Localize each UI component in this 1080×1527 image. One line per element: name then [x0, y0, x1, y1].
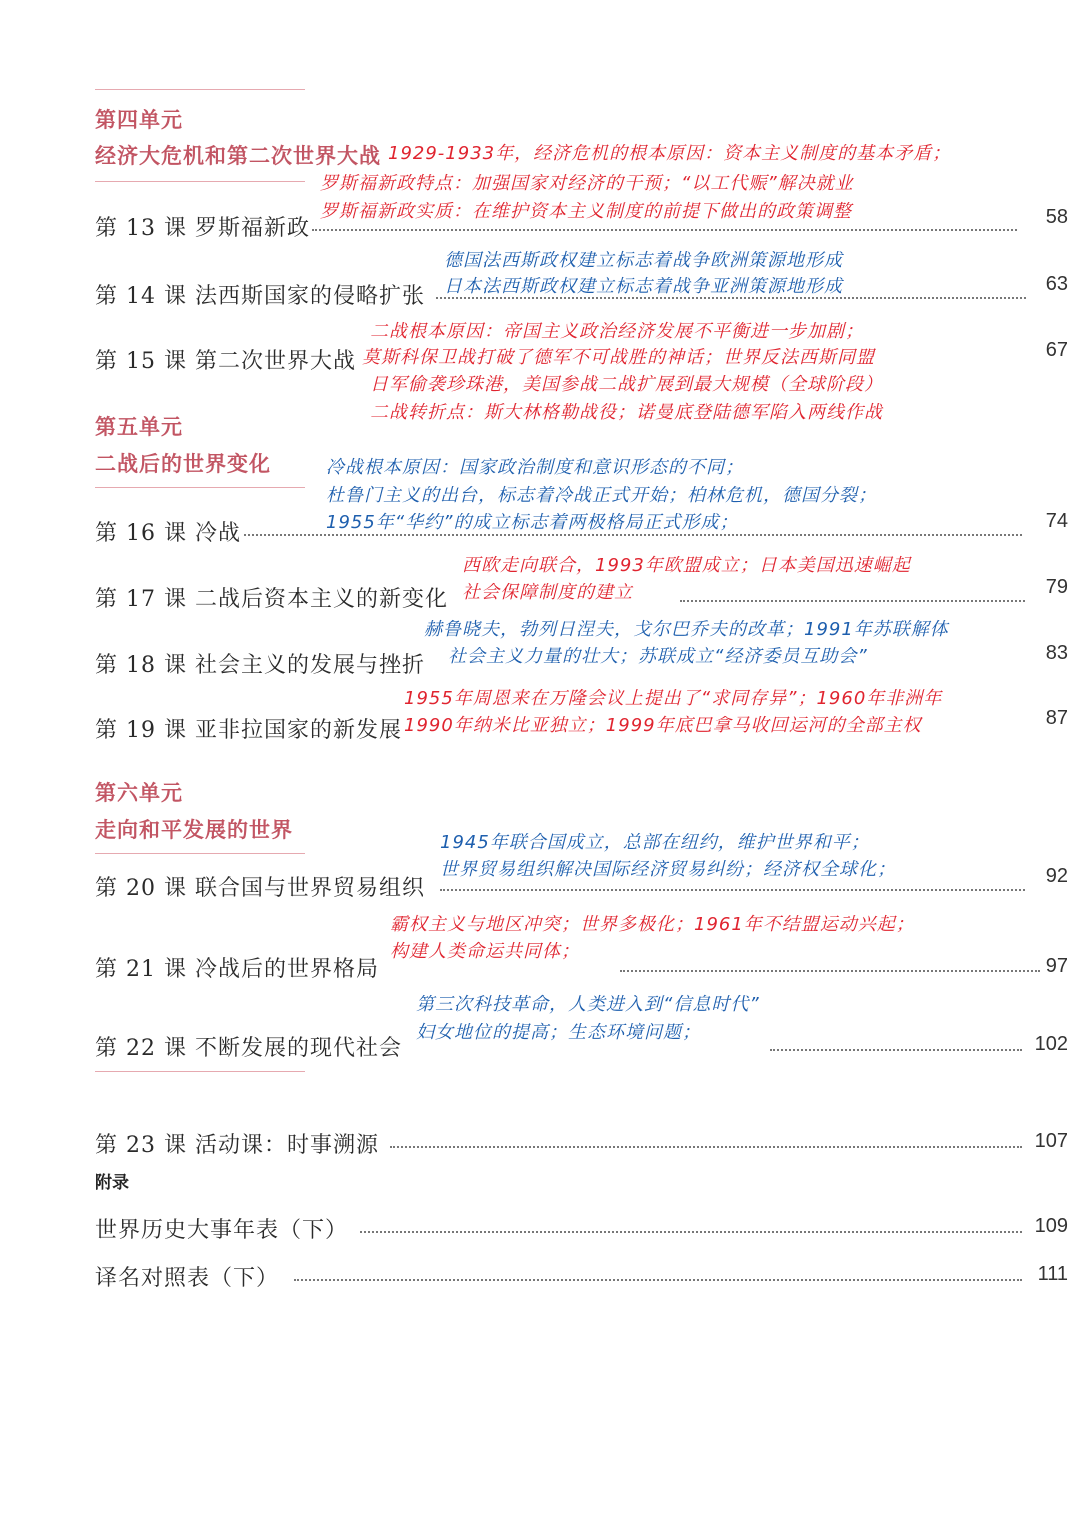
- note-social-security: 社会保障制度的建立: [462, 582, 633, 603]
- note-western-europe: 西欧走向联合，1993年欧盟成立；日本美国迅速崛起: [462, 555, 911, 576]
- note-new-deal-features: 罗斯福新政特点：加强国家对经济的干预；“以工代赈”解决就业: [320, 173, 854, 194]
- note-moscow-defense: 莫斯科保卫战打破了德军不可战胜的神话；世界反法西斯同盟: [362, 347, 875, 368]
- leader-dots: [440, 889, 1025, 891]
- note-warsaw-pact: 1955年“华约”的成立标志着两极格局正式形成；: [326, 512, 739, 533]
- lesson-13-page: 58: [1045, 206, 1068, 228]
- note-namibia-panama: 1990年纳米比亚独立；1999年底巴拿马收回运河的全部主权: [404, 715, 922, 736]
- lesson-18-title[interactable]: 第 18 课 社会主义的发展与挫折: [95, 653, 425, 678]
- lesson-22-title[interactable]: 第 22 课 不断发展的现代社会: [95, 1036, 402, 1061]
- unit-4-top-rule: [95, 89, 305, 90]
- note-new-deal-essence: 罗斯福新政实质：在维护资本主义制度的前提下做出的政策调整: [320, 201, 852, 222]
- note-un-founded: 1945年联合国成立，总部在纽约，维护世界和平；: [440, 832, 870, 853]
- note-bandung: 1955年周恩来在万隆会议上提出了“求同存异”；1960年非洲年: [404, 688, 943, 709]
- leader-dots: [680, 600, 1025, 602]
- leader-dots: [312, 229, 1017, 231]
- lesson-23-page: 107: [1034, 1130, 1068, 1152]
- note-women-status: 妇女地位的提高；生态环境问题；: [416, 1022, 701, 1043]
- leader-dots: [244, 534, 1022, 536]
- lesson-21-title[interactable]: 第 21 课 冷战后的世界格局: [95, 957, 379, 982]
- lesson-18-page: 83: [1045, 642, 1068, 664]
- lesson-19-page: 87: [1045, 707, 1068, 729]
- leader-dots: [436, 297, 1026, 299]
- appendix-item-chronology[interactable]: 世界历史大事年表（下）: [95, 1218, 349, 1243]
- note-hegemonism: 霸权主义与地区冲突；世界多极化；1961年不结盟运动兴起；: [390, 914, 915, 935]
- lesson-19-title[interactable]: 第 19 课 亚非拉国家的新发展: [95, 718, 402, 743]
- unit-6-label: 第六单元: [95, 780, 183, 805]
- leader-dots: [770, 1049, 1022, 1051]
- note-wto: 世界贸易组织解决国际经济贸易纠纷；经济权全球化；: [440, 859, 896, 880]
- note-ww2-turning-point: 二战转折点：斯大林格勒战役；诺曼底登陆德军陷入两线作战: [370, 402, 883, 423]
- leader-dots: [360, 1231, 1022, 1233]
- leader-dots: [390, 1146, 1022, 1148]
- note-economic-crisis: 1929-1933年，经济危机的根本原因：资本主义制度的基本矛盾；: [388, 143, 952, 164]
- unit-4-title: 经济大危机和第二次世界大战: [95, 143, 381, 168]
- lesson-20-title[interactable]: 第 20 课 联合国与世界贸易组织: [95, 876, 425, 901]
- lesson-21-page: 97: [1045, 955, 1068, 977]
- lesson-15-page: 67: [1045, 339, 1068, 361]
- note-soviet-reforms: 赫鲁晓夫，勃列日涅夫，戈尔巴乔夫的改革；1991年苏联解体: [424, 619, 949, 640]
- lesson-16-title[interactable]: 第 16 课 冷战: [95, 521, 241, 546]
- note-truman-doctrine: 杜鲁门主义的出台，标志着冷战正式开始；柏林危机，德国分裂；: [326, 485, 877, 506]
- unit-5-title: 二战后的世界变化: [95, 451, 271, 476]
- note-germany-fascism: 德国法西斯政权建立标志着战争欧洲策源地形成: [444, 250, 843, 271]
- lesson-20-page: 92: [1045, 865, 1068, 887]
- unit-6-bottom-rule: [95, 853, 305, 854]
- lesson-16-page: 74: [1045, 510, 1068, 532]
- unit-6-title: 走向和平发展的世界: [95, 817, 293, 842]
- appendix-item-glossary[interactable]: 译名对照表（下）: [95, 1266, 280, 1291]
- note-pearl-harbor: 日军偷袭珍珠港，美国参战二战扩展到最大规模（全球阶段）: [370, 374, 883, 395]
- appendix-heading: 附录: [95, 1173, 129, 1193]
- unit-4-label: 第四单元: [95, 107, 183, 132]
- lesson-13-title[interactable]: 第 13 课 罗斯福新政: [95, 216, 310, 241]
- note-socialist-growth: 社会主义力量的壮大；苏联成立“经济委员互助会”: [448, 646, 868, 667]
- appendix-chronology-page: 109: [1034, 1215, 1068, 1237]
- unit-4-bottom-rule: [95, 181, 305, 182]
- appendix-glossary-page: 111: [1037, 1263, 1068, 1285]
- lesson-14-title[interactable]: 第 14 课 法西斯国家的侵略扩张: [95, 284, 425, 309]
- lesson-17-title[interactable]: 第 17 课 二战后资本主义的新变化: [95, 587, 448, 612]
- lesson-15-title[interactable]: 第 15 课 第二次世界大战: [95, 349, 356, 374]
- note-ww2-root-cause: 二战根本原因：帝国主义政治经济发展不平衡进一步加剧；: [370, 321, 864, 342]
- note-japan-fascism: 日本法西斯政权建立标志着战争亚洲策源地形成: [444, 276, 843, 297]
- note-shared-future: 构建人类命运共同体；: [390, 941, 580, 962]
- unit-5-label: 第五单元: [95, 414, 183, 439]
- unit-5-bottom-rule: [95, 487, 305, 488]
- lesson-22-page: 102: [1034, 1033, 1068, 1055]
- leader-dots: [294, 1279, 1022, 1281]
- lesson-14-page: 63: [1045, 273, 1068, 295]
- lesson-23-title[interactable]: 第 23 课 活动课：时事溯源: [95, 1133, 379, 1158]
- lesson-17-page: 79: [1045, 576, 1068, 598]
- leader-dots: [620, 970, 1040, 972]
- note-cold-war-root: 冷战根本原因：国家政治制度和意识形态的不同；: [326, 457, 744, 478]
- note-third-tech-revolution: 第三次科技革命，人类进入到“信息时代”: [416, 994, 760, 1015]
- unit-6-end-rule: [95, 1071, 305, 1072]
